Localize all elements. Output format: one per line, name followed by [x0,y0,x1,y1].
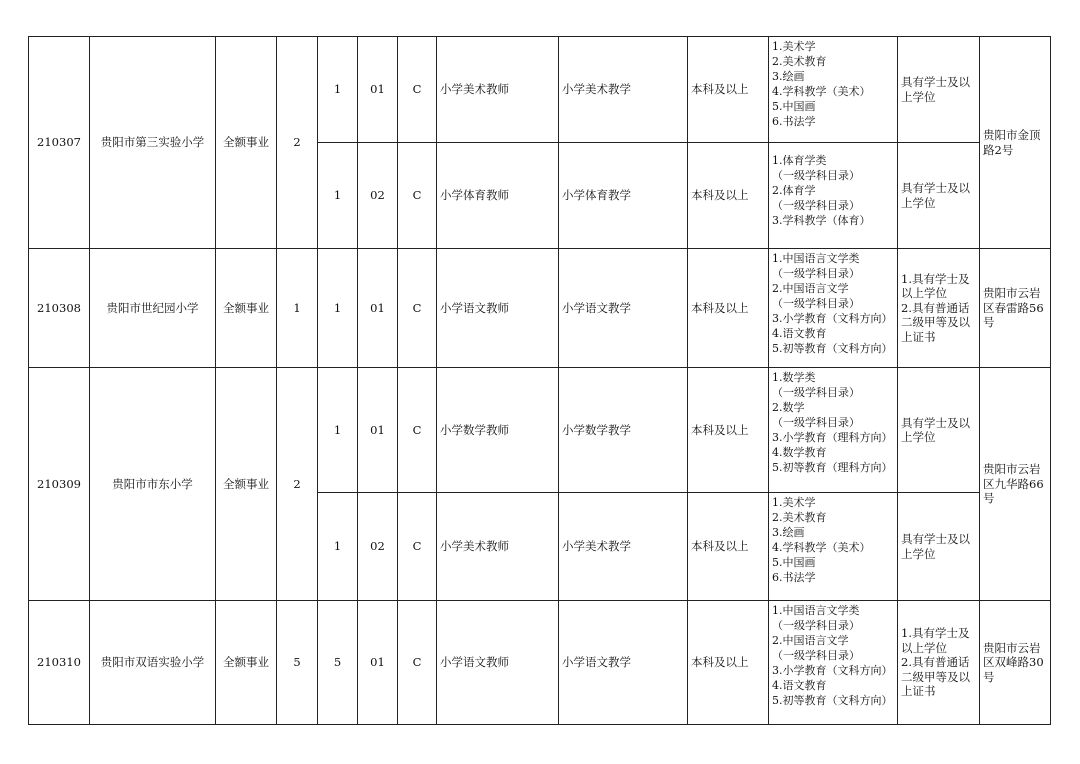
degree-requirement: 具有学士及以上学位 [898,37,980,143]
education: 本科及以上 [688,37,769,143]
post-category: C [398,601,437,725]
degree-requirement: 1.具有学士及以上学位 2.具有普通话二级甲等及以上证书 [898,601,980,725]
major-list: 1.中国语言文学类 （一级学科目录） 2.中国语言文学 （一级学科目录） 3.小学教育（文科方向） 4.语文教育 5.初等教育（文科方向） [769,249,898,368]
education: 本科及以上 [688,601,769,725]
job-duty: 小学体育教学 [559,143,688,249]
major-list: 1.美术学 2.美术教育 3.绘画 4.学科教学（美术） 5.中国画 6.书法学 [769,493,898,601]
position-name: 小学体育教师 [437,143,559,249]
degree-requirement: 具有学士及以上学位 [898,368,980,493]
major-list: 1.中国语言文学类 （一级学科目录） 2.中国语言文学 （一级学科目录） 3.小学教育（文科方向） 4.语文教育 5.初等教育（文科方向） [769,601,898,725]
education: 本科及以上 [688,368,769,493]
major-list: 1.体育学类 （一级学科目录） 2.体育学 （一级学科目录） 3.学科教学（体育） [769,143,898,249]
unit-nature: 全额事业 [216,601,277,725]
position-name: 小学美术教师 [437,37,559,143]
post-code: 02 [358,493,398,601]
position-name: 小学数学教师 [437,368,559,493]
post-category: C [398,368,437,493]
hire-count: 1 [318,37,358,143]
unit-code: 210309 [29,368,90,601]
address: 贵阳市云岩区九华路66号 [980,368,1051,601]
post-category: C [398,249,437,368]
hire-count: 1 [318,493,358,601]
address: 贵阳市金顶路2号 [980,37,1051,249]
unit-nature: 全额事业 [216,249,277,368]
address: 贵阳市云岩区春雷路56号 [980,249,1051,368]
major-list: 1.美术学 2.美术教育 3.绘画 4.学科教学（美术） 5.中国画 6.书法学 [769,37,898,143]
education: 本科及以上 [688,249,769,368]
unit-code: 210310 [29,601,90,725]
unit-total: 2 [277,37,318,249]
position-name: 小学美术教师 [437,493,559,601]
job-duty: 小学美术教学 [559,493,688,601]
job-duty: 小学数学教学 [559,368,688,493]
education: 本科及以上 [688,493,769,601]
hire-count: 5 [318,601,358,725]
recruitment-table [28,36,1051,725]
table-row [29,601,1051,725]
unit-total: 5 [277,601,318,725]
unit-name: 贵阳市市东小学 [90,368,216,601]
job-duty: 小学语文教学 [559,601,688,725]
post-category: C [398,143,437,249]
post-code: 01 [358,37,398,143]
post-code: 01 [358,601,398,725]
degree-requirement: 具有学士及以上学位 [898,493,980,601]
unit-name: 贵阳市第三实验小学 [90,37,216,249]
hire-count: 1 [318,368,358,493]
unit-code: 210307 [29,37,90,249]
job-duty: 小学美术教学 [559,37,688,143]
education: 本科及以上 [688,143,769,249]
table-row [29,249,1051,368]
post-code: 02 [358,143,398,249]
hire-count: 1 [318,143,358,249]
unit-total: 2 [277,368,318,601]
job-duty: 小学语文教学 [559,249,688,368]
post-category: C [398,493,437,601]
degree-requirement: 1.具有学士及以上学位 2.具有普通话二级甲等及以上证书 [898,249,980,368]
position-name: 小学语文教师 [437,249,559,368]
address: 贵阳市云岩区双峰路30号 [980,601,1051,725]
position-name: 小学语文教师 [437,601,559,725]
table-row [29,368,1051,493]
unit-total: 1 [277,249,318,368]
post-code: 01 [358,368,398,493]
unit-code: 210308 [29,249,90,368]
table-row [29,37,1051,143]
unit-name: 贵阳市世纪园小学 [90,249,216,368]
hire-count: 1 [318,249,358,368]
major-list: 1.数学类 （一级学科目录） 2.数学 （一级学科目录） 3.小学教育（理科方向） 4.数学教育 5.初等教育（理科方向） [769,368,898,493]
post-category: C [398,37,437,143]
unit-name: 贵阳市双语实验小学 [90,601,216,725]
post-code: 01 [358,249,398,368]
unit-nature: 全额事业 [216,37,277,249]
unit-nature: 全额事业 [216,368,277,601]
degree-requirement: 具有学士及以上学位 [898,143,980,249]
